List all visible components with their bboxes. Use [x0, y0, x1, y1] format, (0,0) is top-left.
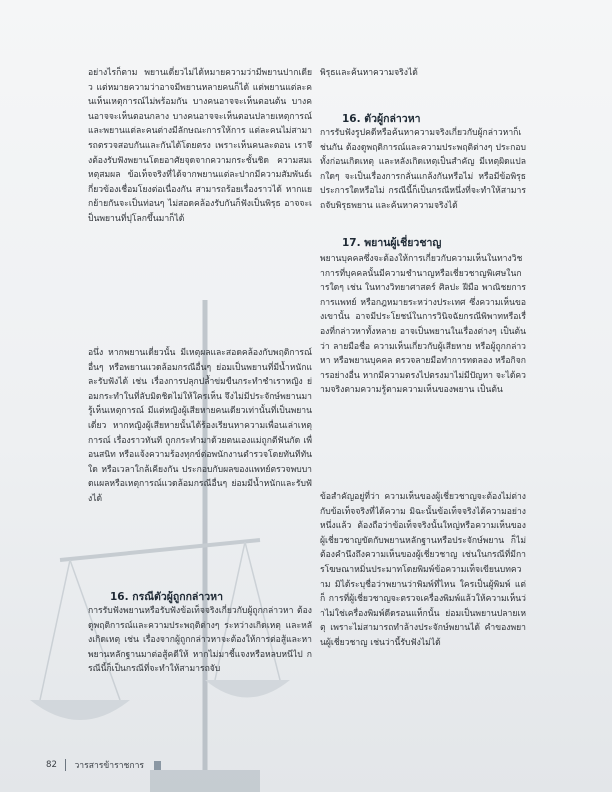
body-paragraph: พิรุธและค้นหาความจริงได้ [320, 68, 418, 78]
journal-mark-icon [154, 761, 161, 770]
body-paragraph: พยานบุคคลซึ่งจะต้องให้การเกี่ยวกับความเห็นในทางวิชาการที่บุคคลนั้นมีความชำนาญหรือเชี่ยวชาญพิเศษในการใดๆ เช่น ในทางวิทยาศาสตร์ ศิลปะ ฝีมือ พาณิชยการ การแพทย์ หรือกฎหมายระหว่างประเทศ ซึ่งความเห็นของเขานั้น อาจมีประโยชน์ในการวินิจฉัยกรณีพิพาทหรือเรื่องที่กล่าวหาทั้งหลาย อาจเป็นพยานในเรื่องต่างๆ เป็นต้นว่า ลายมือชื่อ ความเห็นเกี่ยวกับผู้เสียหาย หรือผู้ถูกกล่าวหา หรือพยานบุคคล ตรวจลายมือทำการทดลอง หรือกิจการอย่างอื่น หากมีความตรงไปตรงมาไม่มีปัญหา จะได้ความจริงตามความรู้ตามความเห็นของพยาน เป็นต้น [320, 254, 526, 396]
footer-divider [65, 759, 67, 771]
page-footer [46, 758, 161, 772]
page-number: 82 [46, 760, 57, 770]
section-heading: 16. กรณีตัวผู้ถูกกล่าวหา [110, 591, 223, 603]
journal-title: วารสารข้าราชการ [74, 761, 145, 771]
body-paragraph: อย่างไรก็ตาม พยานเดี่ยวไม่ได้หมายความว่ามีพยานปากเดียว แต่หมายความว่าอาจมีพยานหลายคนก็ได้ แต่พยานแต่ละคนเห็นเหตุการณ์ไม่พร้อมกัน บางคนอาจจะเห็นตอนต้น บางคนอาจจะเห็นตอนกลาง บางคนอาจจะเห็นตอนปลายเหตุการณ์ และพยานแต่ละคนต่างมีลักษณะการให้การ แต่ละคนไม่สามารถตรวจสอบกันและกันได้โดยตรง เพราะเห็นคนละตอน เราจึงต้องรับฟังพยานโดยอาศัยจุดจากความกระชั้นชิด ความสมเหตุสมผล ข้อเท็จจริงที่ได้จากพยานแต่ละปากมีความสัมพันธ์เกี่ยวข้องเชื่อมโยงต่อเนื่องกัน สามารถร้อยเรื่องราวได้ หากแยกย้ายกันจะเป็นท่อนๆ ไม่สอดคล้องรับกันก็ฟังเป็นพิรุธ อาจจะเป็นพยานที่ปุโลกขึ้นมาก็ได้ [88, 68, 312, 224]
body-paragraph: การรับฟังพยานหรือรับฟังข้อเท็จจริงเกี่ยวกับผู้ถูกกล่าวหา ต้องดูพฤติการณ์และความประพฤติต่างๆ ระหว่างเกิดเหตุ และหลังเกิดเหตุ เช่น เรื่องจากผู้ถูกกล่าวหาจะต้องให้การต่อสู้และหาพยานหลักฐานมาต่อสู้คดีให้ หากไม่มาชี้แจงหรือหลบหนีไป กรณีนี้ก็เป็นกรณีที่จะทำให้สามารถจับ [88, 606, 312, 675]
body-paragraph: ข้อสำคัญอยู่ที่ว่า ความเห็นของผู้เชี่ยวชาญจะต้องไม่ต่างกับข้อเท็จจริงที่ได้ความ มิฉะนั้นข้อเท็จจริงได้ความอย่างหนึ่งแล้ว ต้องถือว่าข้อเท็จจริงนั้นใหญ่หรือความเห็นของผู้เชี่ยวชาญขัดกับพยานหลักฐานหรือประจักษ์พยาน ก็ไม่ต้องคำนึงถึงความเห็นของผู้เชี่ยวชาญ เช่นในกรณีที่มีการโฆษณาหมิ่นประมาทโดยพิมพ์ข้อความเท็จเขียนบทความ มิได้ระบุชื่อว่าพยานว่าพิมพ์ที่ไหน ใครเป็นผู้พิมพ์ แต่ก็ การที่ผู้เชี่ยวชาญจะตรวจเครื่องพิมพ์แล้วให้ความเห็นว่าไม่ใช่เครื่องพิมพ์ดีดรอนแท็กนั้น ย่อมเป็นพยานปลายเหตุ เพราะไม่สามารถทำล้างประจักษ์พยานได้ คำของพยานผู้เชี่ยวชาญ เช่นว่านี้รับฟังไม่ได้ [320, 492, 526, 648]
section-heading: 17. พยานผู้เชี่ยวชาญ [342, 237, 442, 249]
section-heading: 16. ตัวผู้กล่าวหา [342, 113, 421, 125]
body-paragraph: การรับฟังรูปคดีหรือค้นหาความจริงเกี่ยวกับผู้กล่าวหาก็เช่นกัน ต้องดูพฤติการณ์และความประพฤติต่างๆ ประกอบทั้งก่อนเกิดเหตุ และหลังเกิดเหตุเป็นสำคัญ มีเหตุผิดแปลกใดๆ จะเป็นเรื่องการกลั่นแกล้งกันหรือไม่ หรือมีข้อพิรุธประการใดหรือไม่ กรณีนี้ก็เป็นกรณีหนึ่งที่จะทำให้สามารถจับพิรุธพยาน และค้นหาความจริงได้ [320, 128, 526, 211]
body-paragraph: อนึ่ง หากพยานเดี่ยวนั้น มีเหตุผลและสอดคล้องกับพฤติการณ์อื่นๆ หรือพยานแวดล้อมกรณีอื่นๆ ย่อมเป็นพยานที่มีน้ำหนักและรับฟังได้ เช่น เรื่องการปลุกปล้ำข่มขืนกระทำชำเราหญิง ย่อมกระทำในที่ลับมิดชิดไม่ให้ใครเห็น จึงไม่มีประจักษ์พยานมารู้เห็นเหตุการณ์ มีแต่หญิงผู้เสียหายคนเดียวเท่านั้นที่เป็นพยานเดี่ยว หากหญิงผู้เสียหายนั้นได้ร้องเรียนหาความเพื่อนเล่าเหตุการณ์ เรื่องราวทันที ถูกกระทำมาด้วยตนเองแม่ถูกตีฟันกัด เพื่อนสนิท หรือแจ้งความร้องทุกข์ต่อพนักงานตำรวจโดยทันทีทันใด หรือเวลาใกล้เคียงกัน ประกอบกับผลของแพทย์ตรวจพบบาดแผลหรือเหตุการณ์แวดล้อมกรณีอื่นๆ ย่อมมีน้ำหนักและรับฟังได้ [88, 348, 312, 504]
